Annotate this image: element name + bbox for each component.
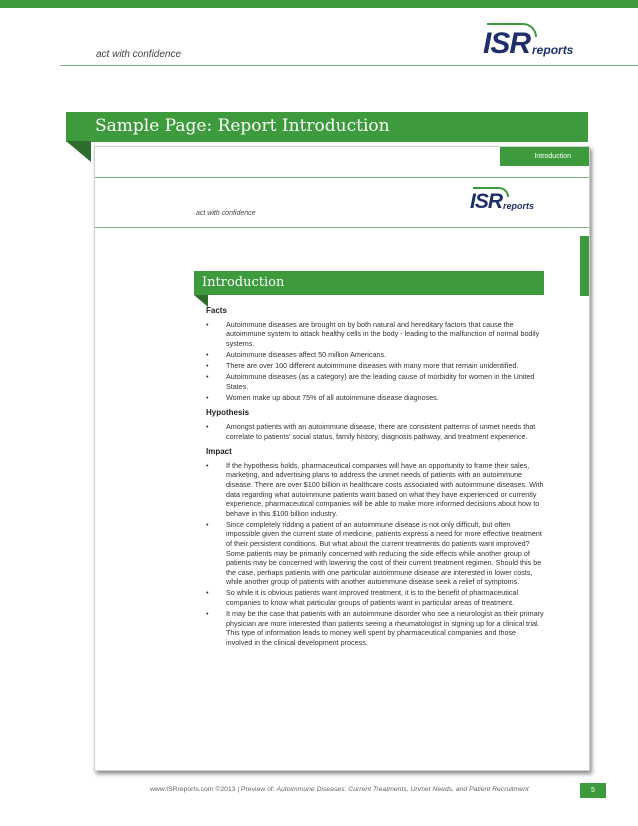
hypothesis-heading: Hypothesis	[206, 408, 250, 418]
list-item: • Autoimmune diseases affect 50 million Americans.	[206, 350, 544, 360]
page-number: 5	[580, 783, 606, 798]
hypothesis-list	[206, 422, 544, 441]
logo-reports-text: reports	[532, 43, 574, 57]
inner-top-divider	[95, 177, 590, 178]
inner-header-divider	[95, 227, 590, 228]
tagline: act with confidence	[96, 49, 182, 60]
inner-logo-arc	[473, 187, 509, 197]
list-item: • It may be the case that patients with an autoimmune disorder who see a neurologist as their primary physician are more interested than patients seeing a rheumatologist in signing up for a clinical trial. This type of information leads to money well spent by pharmaceutical companies and those involved in the clinical development process.	[206, 609, 544, 647]
page-title: Sample Page: Report Introduction	[95, 116, 390, 136]
footer-prefix: www.ISRreports.com ©2013 | Preview of:	[150, 786, 277, 793]
inner-isr-reports-logo	[470, 191, 534, 212]
report-content	[206, 306, 544, 654]
footer-report-title: Autoimmune Diseases: Current Treatments, Unmet Needs, and Patient Recruitment	[276, 786, 529, 793]
inner-tagline: act with confidence	[196, 210, 256, 217]
list-item: • Autoimmune diseases are brought on by both natural and hereditary factors that cause the autoimmune system to attack healthy cells in the body - leading to the malfunction of normal bodily systems.	[206, 320, 544, 349]
list-item: • There are over 100 different autoimmune diseases with many more that remain unidentified.	[206, 361, 544, 371]
inner-section-tab: Introduction	[500, 147, 590, 166]
inner-logo-isr-text: ISR	[470, 190, 503, 213]
logo-arc	[487, 23, 537, 37]
facts-section	[206, 306, 544, 402]
header-divider	[60, 65, 638, 66]
hypothesis-section	[206, 408, 544, 441]
sample-page-preview	[94, 146, 590, 771]
logo-isr-text: ISR	[483, 27, 531, 60]
title-band-fold	[66, 141, 91, 162]
list-item: • Amongst patients with an autoimmune disease, there are consistent patterns of unmet needs that correlate to patients' social status, family history, diagnosis pathway, and treatment experience.	[206, 422, 544, 441]
list-item: • So while it is obvious patients want improved treatment, it is to the benefit of pharmaceutical companies to know what particular groups of patients want in particular areas of treatment.	[206, 588, 544, 607]
inner-side-accent	[580, 236, 590, 296]
impact-heading: Impact	[206, 447, 232, 457]
impact-list	[206, 461, 544, 648]
footer	[150, 786, 529, 793]
facts-heading: Facts	[206, 306, 227, 315]
inner-logo-reports-text: reports	[503, 201, 535, 211]
top-accent-bar	[0, 0, 638, 8]
list-item: • Since completely ridding a patient of an autoimmune disease is not only difficult, but often impossible given the current state of medicine, patients express a need for more effective treatment of their persistent conditions. But what about the current treatments do patients want improved? Some patients may be primarily concerned with reducing the side effects while another group of patients may be concerned with lowering the cost of their current treatment regimen. Should this be the case, perhaps patients with one particular autoimmune disease are interested in lower costs, while another group of patients with another autoimmune disease seek a relief of symptoms.	[206, 520, 544, 587]
impact-section	[206, 447, 544, 647]
list-item: • If the hypothesis holds, pharmaceutical companies will have an opportunity to frame their sales, marketing, and advertising plans to address the unmet needs of patients with an autoimmune disease. There are over $100 billion in healthcare costs associated with autoimmune diseases. With data regarding what autoimmune patients want based on what they have experienced or currently experience, pharmaceutical companies will be able to make more informed decisions about how to behave in this $100 billion industry.	[206, 461, 544, 519]
section-title: Introduction	[202, 275, 285, 290]
list-item: • Women make up about 75% of all autoimmune disease diagnoses.	[206, 393, 544, 403]
facts-list	[206, 320, 544, 403]
list-item: • Autoimmune diseases (as a category) are the leading cause of morbidity for women in the United States.	[206, 372, 544, 391]
isr-reports-logo	[483, 29, 573, 59]
